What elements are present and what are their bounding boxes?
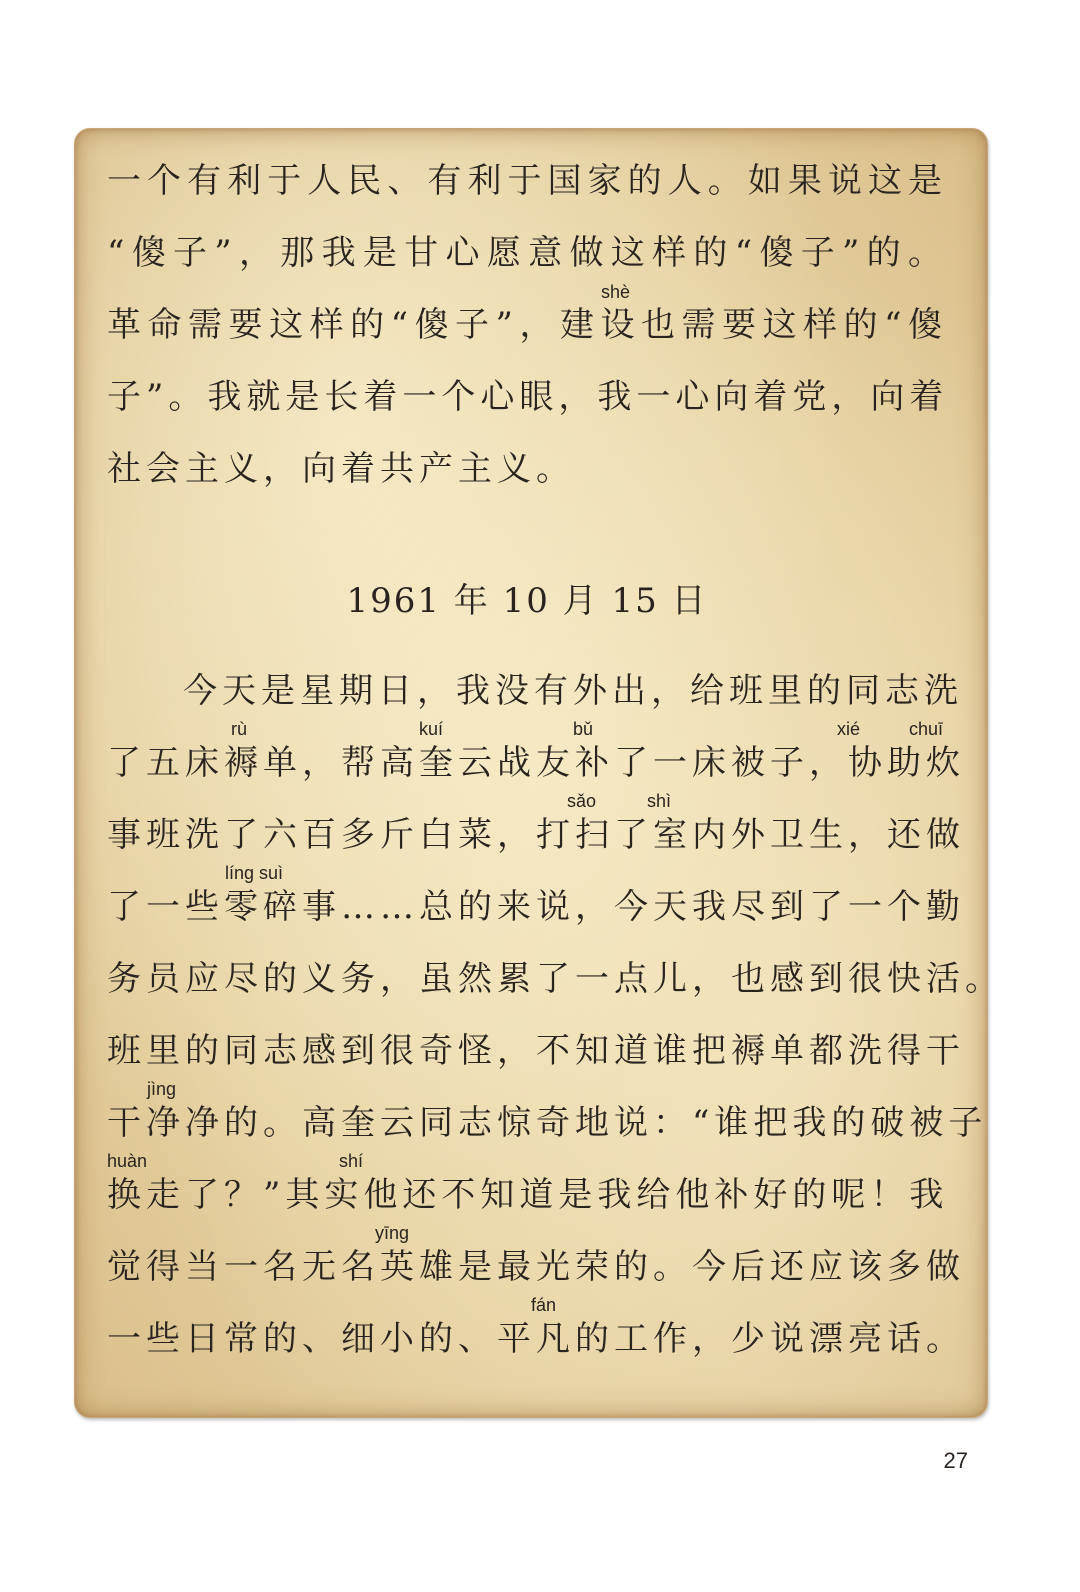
diary-date: 1961 年 10 月 15 日 [346,581,708,621]
text-line: 务员应尽的义务，虽然累了一点儿，也感到很快活。 [107,959,1004,999]
pinyin-annotation: yīng [375,1223,410,1243]
pinyin-annotation: líng suì [225,863,284,883]
pinyin-annotation: shì [647,791,672,811]
text-line: 子”。我就是长着一个心眼，我一心向着党，向着 [107,377,949,417]
text-line: 觉得当一名无名英雄是最光荣的。今后还应该多做 [107,1247,965,1287]
text-line: 了一些零碎事……总的来说，今天我尽到了一个勤 [107,887,965,927]
text-line: 今天是星期日，我没有外出，给班里的同志洗 [183,671,963,711]
text-line: 换走了？”其实他还不知道是我给他补好的呢！我 [107,1175,949,1215]
aged-paper-panel [74,128,1004,1418]
pinyin-annotation: jìng [147,1079,177,1099]
pinyin-annotation: shè [601,282,631,302]
text-line: 了五床褥单，帮高奎云战友补了一床被子，协助炊 [107,743,965,783]
text-line: 班里的同志感到很奇怪，不知道谁把褥单都洗得干 [107,1031,965,1071]
pinyin-annotation: bǔ [573,719,594,739]
text-line: 事班洗了六百多斤白菜，打扫了室内外卫生，还做 [107,815,965,855]
text-line: 干净净的。高奎云同志惊奇地说：“谁把我的破被子 [107,1103,988,1143]
pinyin-annotation: rù [231,719,248,739]
page-number: 27 [943,1448,968,1473]
text-line: “傻子”，那我是甘心愿意做这样的“傻子”的。 [107,233,947,273]
pinyin-annotation: shí [339,1151,364,1171]
pinyin-annotation: chuī [909,719,944,739]
pinyin-annotation: fán [531,1295,557,1315]
pinyin-annotation: sǎo [567,791,597,811]
text-line: 革命需要这样的“傻子”，建设也需要这样的“傻 [107,305,947,345]
pinyin-annotation: kuí [419,719,444,739]
text-line: 社会主义，向着共产主义。 [107,449,575,489]
text-line: 一些日常的、细小的、平凡的工作，少说漂亮话。 [107,1319,965,1359]
pinyin-annotation: xié [837,719,861,739]
text-line: 一个有利于人民、有利于国家的人。如果说这是 [107,161,947,201]
pinyin-annotation: huàn [107,1151,148,1171]
